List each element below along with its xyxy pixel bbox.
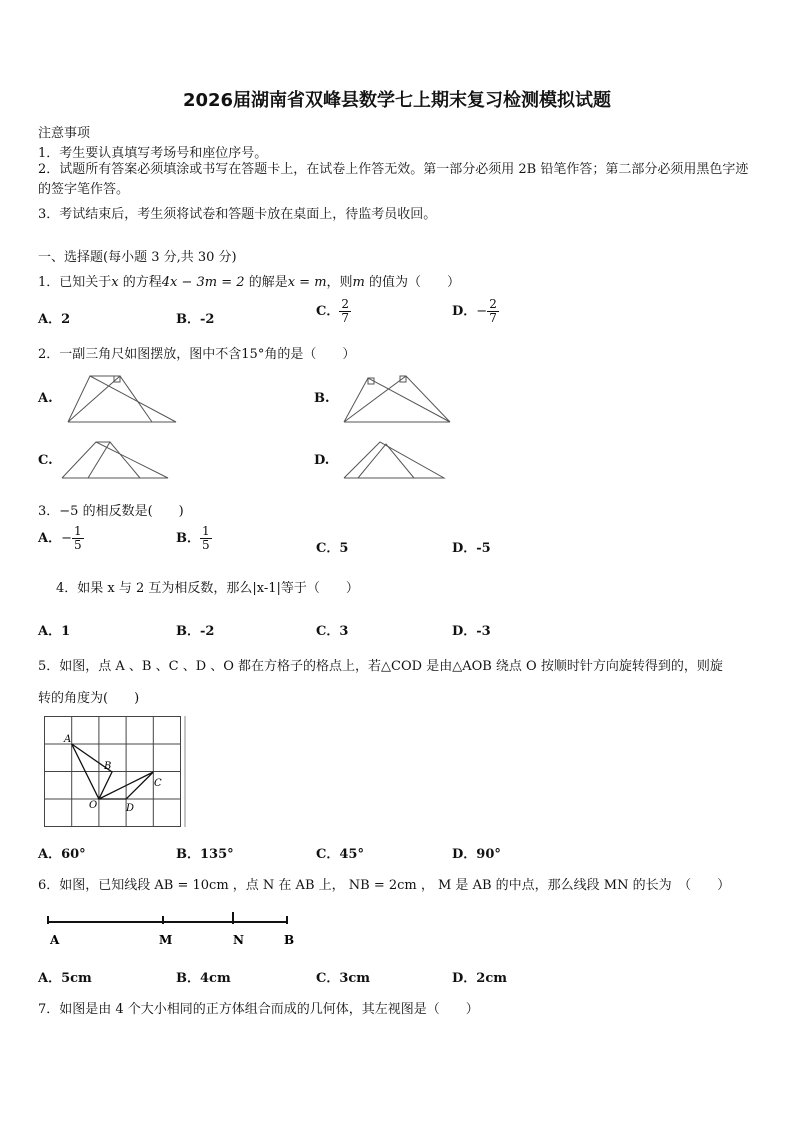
q5-option-c[interactable]: C．45° [316,847,364,862]
q3-option-b[interactable]: B． $\frac{1}{5}$ [176,524,210,552]
page-title: 2026届湖南省双峰县数学七上期末复习检测模拟试题 [182,90,612,111]
q6-label-n: N [233,933,244,947]
question-6-stem: 6．如图，已知线段 AB = 10cm ，点 N 在 AB 上， NB = 2cm ， M 是 AB 的中点，那么线段 MN 的长为 （ ） [38,878,731,893]
q6-segment-figure [44,910,294,950]
q5-label-d: D [126,803,135,814]
question-2-stem: 2．一副三角尺如图摆放，图中不含15°角的是（ ） [38,347,356,362]
question-3-stem: 3．−5 的相反数是( ) [38,504,184,519]
q5-option-a[interactable]: A．60° [38,847,86,862]
q5-label-a: A [64,734,72,745]
q1-option-b[interactable]: B．-2 [176,312,215,327]
section-heading: 一、选择题(每小题 3 分,共 30 分) [38,250,237,265]
q5-label-c: C [154,778,162,789]
q2-figure-c [60,438,172,480]
q3-option-d[interactable]: D．-5 [452,541,491,556]
question-1-stem: 1．已知关于x 的方程4x − 3m = 2 的解是x = m，则m 的值为（ ） [38,275,461,290]
notice-item-2: 2．试题所有答案必须填涂或书写在答题卡上，在试卷上作答无效。第一部分必须用 2B 铅笔作答；第二部分必须用黑色字迹的签字笔作答。 [38,162,749,197]
q5-option-b[interactable]: B．135° [176,847,234,862]
q4-option-b[interactable]: B．-2 [176,624,215,639]
q6-option-a[interactable]: A．5cm [38,971,92,986]
q2-figure-a [64,372,180,424]
q4-option-c[interactable]: C．3 [316,624,349,639]
notice-item-3: 3．考试结束后，考生须将试卷和答题卡放在桌面上，待监考员收回。 [38,207,437,222]
notice-heading: 注意事项 [38,126,91,141]
q4-option-d[interactable]: D．-3 [452,624,491,639]
q6-option-c[interactable]: C．3cm [316,971,371,986]
question-5-stem-line-1: 5．如图，点 A 、B 、C 、D 、O 都在方格子的格点上，若△COD 是由△AOB 绕点 O 按顺时针方向旋转得到的，则旋 [38,659,723,674]
q6-label-b: B [284,933,295,947]
q3-option-a[interactable]: A．− $\frac{1}{5}$ [38,524,82,552]
question-4-stem: 4．如果 x 与 2 互为相反数，那么|x-1|等于（ ） [56,581,359,596]
q3-option-c[interactable]: C．5 [316,541,349,556]
q6-option-b[interactable]: B．4cm [176,971,231,986]
q2-option-d[interactable]: D. [314,453,330,468]
question-7-stem: 7．如图是由 4 个大小相同的正方体组合而成的几何体，其左视图是（ ） [38,1002,479,1017]
notice-item-1: 1．考生要认真填写考场号和座位序号。 [38,146,268,161]
q1-option-d[interactable]: D．− $\frac{2}{7}$ [452,297,497,325]
q6-label-a: A [50,933,60,947]
q2-option-a[interactable]: A. [38,391,53,406]
q2-option-b[interactable]: B. [314,391,330,406]
q5-label-b: B [104,761,112,772]
q1-option-c[interactable]: C． $\frac{2}{7}$ [316,297,349,325]
q5-option-d[interactable]: D．90° [452,847,501,862]
q5-label-o: O [89,800,98,811]
q6-label-m: M [159,933,173,947]
question-5-stem-line-2: 转的角度为( ) [38,691,140,706]
q2-figure-d [340,438,450,480]
q1-option-a[interactable]: A．2 [38,312,71,327]
q4-option-a[interactable]: A．1 [38,624,71,639]
q2-figure-b [340,372,456,424]
q5-grid-figure [44,716,186,828]
q2-option-c[interactable]: C. [38,453,53,468]
q6-option-d[interactable]: D．2cm [452,971,507,986]
